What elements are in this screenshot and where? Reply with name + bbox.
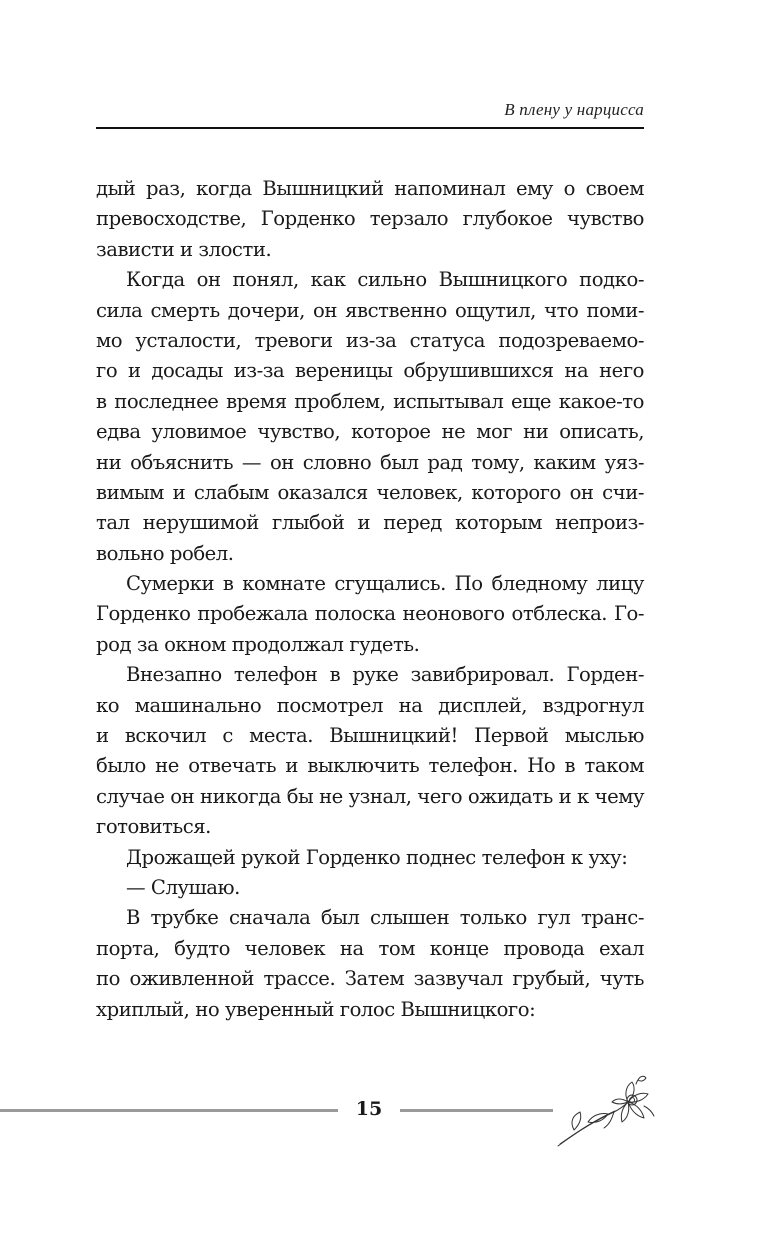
footer-rule-right xyxy=(400,1109,553,1112)
text-line: порта, будто человек на том конце провода ехал xyxy=(96,936,644,960)
text-line: было не отвечать и выключить телефон. Но в таком xyxy=(96,754,644,778)
text-line: Дрожащей рукой Горденко поднес телефон к уху: xyxy=(126,845,628,869)
text-line: хриплый, но уверенный голос Вышницкого: xyxy=(96,997,536,1021)
text-line: вимым и слабым оказался человек, которого он счи- xyxy=(96,480,644,504)
text-line: Когда он понял, как сильно Вышницкого подко- xyxy=(126,268,644,292)
body-text xyxy=(96,174,644,1025)
text-line: ни объяснить — он словно был рад тому, каким уяз- xyxy=(96,450,644,474)
running-header-title: В плену у нарцисса xyxy=(504,100,644,119)
text-line: дый раз, когда Вышницкий напоминал ему о своем xyxy=(96,177,644,200)
text-line: род за окном продолжал гудеть. xyxy=(96,632,420,656)
text-line: — Слушаю. xyxy=(126,875,240,899)
text-line: Внезапно телефон в руке завибрировал. Горден- xyxy=(126,663,644,687)
narcissus-flower-icon xyxy=(552,1072,662,1152)
header-rule xyxy=(96,127,644,129)
text-line: зависти и злости. xyxy=(96,237,272,261)
text-line: го и досады из-за вереницы обрушившихся на него xyxy=(96,359,644,383)
text-line: в последнее время проблем, испытывал еще какое-то xyxy=(96,389,644,413)
text-line: и вскочил с места. Вышницкий! Первой мыслью xyxy=(96,724,644,748)
text-line: готовиться. xyxy=(96,815,211,839)
text-line: тал нерушимой глыбой и перед которым непроиз- xyxy=(96,511,644,535)
text-line: В трубке сначала был слышен только гул транс- xyxy=(126,906,644,930)
text-line: превосходстве, Горденко терзало глубокое чувство xyxy=(96,207,644,231)
text-line: по оживленной трассе. Затем зазвучал грубый, чуть xyxy=(96,967,644,991)
text-line: сила смерть дочери, он явственно ощутил, что поми- xyxy=(96,298,644,322)
text-line: Сумерки в комнате сгущались. По бледному лицу xyxy=(126,572,644,596)
footer-rule-left xyxy=(0,1109,338,1112)
text-line: Горденко пробежала полоска неонового отблеска. Го- xyxy=(96,602,644,626)
text-line: вольно робел. xyxy=(96,541,234,565)
text-line: мо усталости, тревоги из-за статуса подозреваемо- xyxy=(96,328,644,352)
text-line: ко машинально посмотрел на дисплей, вздрогнул xyxy=(96,693,644,717)
text-line: случае он никогда бы не узнал, чего ожидать и к чему xyxy=(96,784,645,808)
page-number: 15 xyxy=(355,1098,383,1120)
text-line: едва уловимое чувство, которое не мог ни описать, xyxy=(96,420,644,444)
